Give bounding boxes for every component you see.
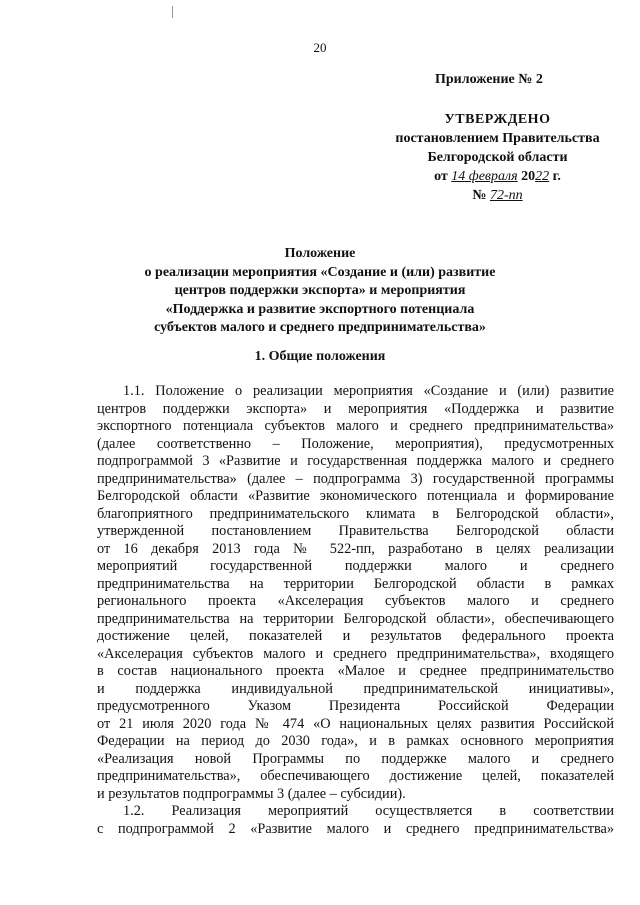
- title-line: субъектов малого и среднего предпринимательства»: [154, 320, 486, 336]
- body-line: 1.1. Положение о реализации мероприятия «Создание и (или) развитие: [123, 383, 614, 399]
- approval-date-day-month: 14 февраля: [451, 169, 518, 184]
- body-line: 1.2. Реализация мероприятий осуществляется в соответствии: [123, 803, 614, 819]
- body-line: с подпрограммой 2 «Развитие малого и среднего предпринимательства»: [97, 820, 614, 837]
- body-line: в состав национального проекта «Малое и среднее предпринимательство: [97, 663, 614, 679]
- scan-mark: [172, 6, 173, 18]
- body-line: благоприятного предпринимательского климата в Белгородской области»,: [97, 505, 614, 522]
- document-title: [110, 245, 530, 338]
- body-line: предпринимательства на территории Белгородской области в рамках: [97, 575, 614, 592]
- approval-line-1: постановлением Правительства: [395, 131, 600, 146]
- approval-title: УТВЕРЖДЕНО: [444, 112, 551, 127]
- body-line: от 16 декабря 2013 года № 522-пп, разработано в целях реализации: [97, 540, 614, 557]
- body-line: Федерации на период до 2030 года», и в рамках основного мероприятия: [97, 733, 614, 749]
- approval-date: от 14 февраля 2022 г.: [434, 169, 561, 184]
- body-line: достижение целей, показателей и результатов федерального проекта: [97, 628, 614, 644]
- body-line: предпринимательства» (далее – подпрограмма 3) государственной программы: [97, 470, 614, 487]
- body-line: подпрограммой 3 «Развитие и государственная поддержка малого и среднего: [97, 453, 614, 469]
- body-line: утвержденной постановлением Правительства Белгородской области: [97, 523, 614, 539]
- approval-number: № 72-пп: [472, 188, 523, 203]
- body-line: и поддержка индивидуальной предпринимательской инициативы»,: [97, 680, 614, 697]
- approval-line-2: Белгородской области: [427, 150, 568, 165]
- approval-block: [375, 110, 620, 205]
- title-line: «Поддержка и развитие экспортного потенциала: [165, 301, 475, 317]
- title-line: центров поддержки экспорта» и мероприятия: [174, 283, 466, 299]
- body-text: [97, 383, 614, 838]
- body-line: центров поддержки экспорта» и мероприятия «Поддержка и развитие: [97, 400, 614, 417]
- body-line: предусмотренного Указом Президента Российской Федерации: [97, 698, 614, 714]
- appendix-label: Приложение № 2: [435, 72, 543, 87]
- body-line: «Реализация новой Программы по поддержке малого и среднего: [97, 750, 614, 767]
- body-line: Белгородской области «Развитие экономического потенциала и формирование: [97, 488, 614, 504]
- title-line: Положение: [284, 246, 356, 261]
- body-line: предпринимательства на территории Белгородской области», обеспечивающего: [97, 610, 614, 627]
- body-line: мероприятий государственной поддержки малого и среднего: [97, 558, 614, 574]
- body-line: предпринимательства», обеспечивающего достижение целей, показателей: [97, 768, 614, 784]
- approval-date-year: 22: [535, 169, 550, 184]
- body-line: от 21 июля 2020 года № 474 «О национальных целях развития Российской: [97, 715, 614, 732]
- body-line: и результатов подпрограммы 3 (далее – субсидии).: [97, 785, 406, 802]
- section-heading: 1. Общие положения: [254, 349, 386, 364]
- approval-number-value: 72-пп: [489, 188, 523, 203]
- body-line: регионального проекта «Акселерация субъектов малого и среднего: [97, 593, 614, 609]
- body-line: экспортного потенциала субъектов малого и среднего предпринимательства»: [97, 418, 614, 434]
- body-line: (далее соответственно – Положение, мероприятия), предусмотренных: [97, 435, 614, 452]
- body-line: «Акселерация субъектов малого и среднего предпринимательства», входящего: [97, 645, 614, 662]
- title-line: о реализации мероприятия «Создание и (или) развитие: [144, 264, 496, 280]
- page-number: 20: [313, 40, 327, 55]
